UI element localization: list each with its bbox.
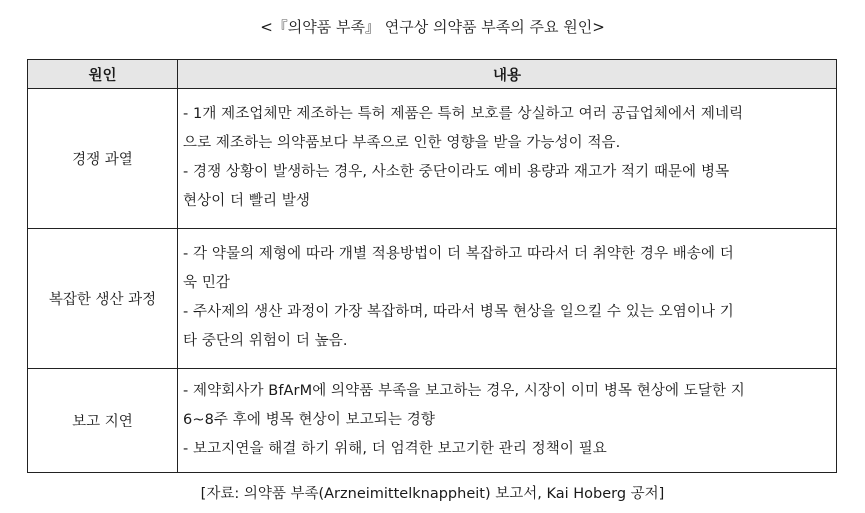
table-row	[28, 369, 837, 473]
content-line: - 각 약물의 제형에 따라 개별 적용방법이 더 복잡하고 따라서 더 취약한 경우 배송에 더	[183, 246, 734, 262]
content-line: 욱 민감	[183, 275, 231, 291]
table-title: <『의약품 부족』 연구상 의약품 부족의 주요 원인>	[260, 18, 605, 36]
cause-cell: 복잡한 생산 과정	[28, 229, 178, 369]
content-line: - 주사제의 생산 과정이 가장 복잡하며, 따라서 병목 현상을 일으킬 수 있는 오염이나 기	[183, 304, 734, 320]
content-line: 타 중단의 위험이 더 높음.	[183, 333, 348, 349]
content-line: - 경쟁 상황이 발생하는 경우, 사소한 중단이라도 예비 용량과 재고가 적기 때문에 병목	[183, 164, 730, 180]
header-cause: 원인	[28, 60, 178, 89]
content-line: 6~8주 후에 병목 현상이 보고되는 경향	[183, 411, 435, 428]
content-line: 현상이 더 빨리 발생	[183, 193, 310, 209]
table-row	[28, 89, 837, 229]
cause-cell: 경쟁 과열	[28, 89, 178, 229]
header-content: 내용	[178, 60, 837, 89]
content-cell	[178, 369, 837, 473]
source-citation: [자료: 의약품 부족(Arzneimittelknappheit) 보고서, Kai Hoberg 공저]	[200, 486, 665, 502]
header-row	[28, 60, 837, 89]
causes-table	[27, 59, 837, 473]
content-line: 으로 제조하는 의약품보다 부족으로 인한 영향을 받을 가능성이 적음.	[183, 135, 621, 151]
cause-cell: 보고 지연	[28, 369, 178, 473]
content-cell	[178, 89, 837, 229]
content-line: - 보고지연을 해결 하기 위해, 더 엄격한 보고기한 관리 정책이 필요	[183, 440, 607, 457]
content-line: - 1개 제조업체만 제조하는 특허 제품은 특허 보호를 상실하고 여러 공급업체에서 제네릭	[183, 106, 744, 122]
content-cell	[178, 229, 837, 369]
content-line: - 제약회사가 BfArM에 의약품 부족을 보고하는 경우, 시장이 이미 병목 현상에 도달한 지	[183, 382, 745, 399]
table-row	[28, 229, 837, 369]
